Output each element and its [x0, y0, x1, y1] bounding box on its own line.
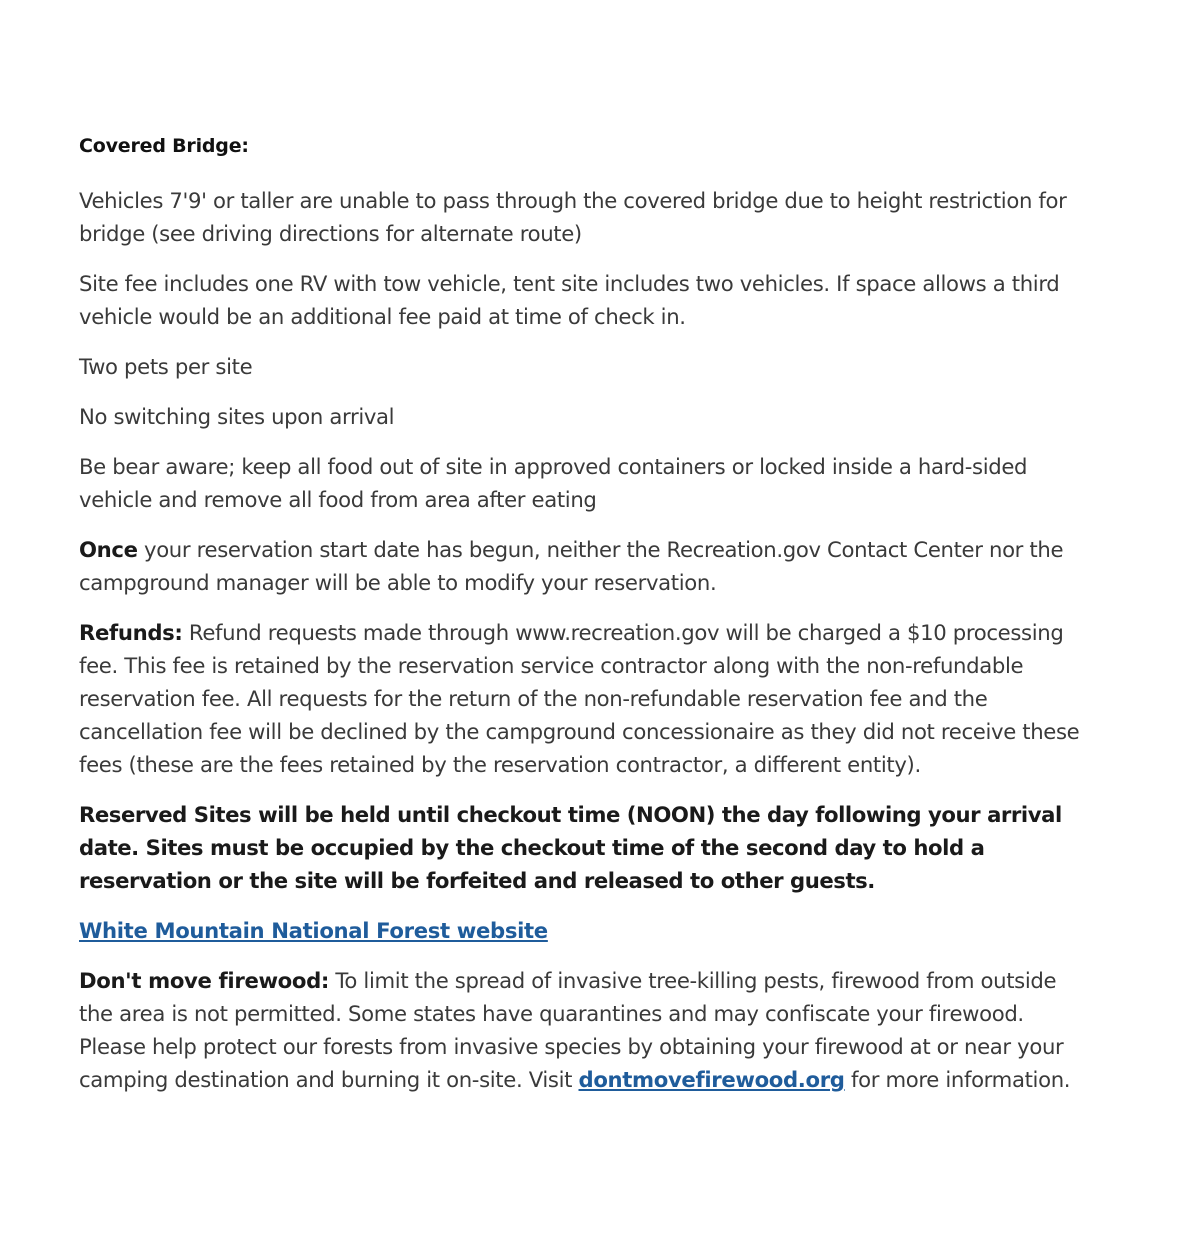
section-heading: Covered Bridge: — [79, 135, 249, 157]
bear-paragraph: Be bear aware; keep all food out of site in approved containers or locked inside a hard-sided vehicle and remove all food from area after eating — [79, 454, 1028, 512]
firewood-tail: for more information. — [844, 1067, 1071, 1092]
forest-website-link[interactable]: White Mountain National Forest website — [79, 918, 548, 943]
once-paragraph — [79, 533, 1089, 599]
reserved-sites-paragraph: Reserved Sites will be held until checkout time (NOON) the day following your arrival date. Sites must be occupied by the checkout time of the second day to hold a reservation or the site will be forfeited and released to other guests. — [79, 802, 1062, 893]
once-lead: Once — [79, 537, 138, 562]
once-text: your reservation start date has begun, neither the Recreation.gov Contact Center nor the campground manager will be able to modify your reservation. — [79, 537, 1064, 595]
pets-paragraph: Two pets per site — [79, 354, 253, 379]
switching-paragraph: No switching sites upon arrival — [79, 404, 395, 429]
document-page — [79, 130, 1089, 1113]
forest-link-paragraph — [79, 914, 1089, 947]
bridge-paragraph: Vehicles 7'9' or taller are unable to pass through the covered bridge due to height restriction for bridge (see driving directions for alternate route) — [79, 188, 1067, 246]
firewood-lead: Don't move firewood: — [79, 968, 330, 993]
refunds-text: Refund requests made through www.recreation.gov will be charged a $10 processing fee. This fee is retained by the reservation service contractor along with the non-refundable reservation fee. All requests for the return of the non-refundable reservation fee and the cancellation fee will be declined by the campground concessionaire as they did not receive these fees (these are the fees retained by the reservation contractor, a different entity). — [79, 620, 1080, 777]
firewood-paragraph — [79, 964, 1089, 1096]
dontmovefirewood-link[interactable]: dontmovefirewood.org — [578, 1067, 845, 1092]
refunds-lead: Refunds: — [79, 620, 183, 645]
refunds-paragraph — [79, 616, 1089, 781]
firewood-text: To limit the spread of invasive tree-killing pests, firewood from outside the area is not permitted. Some states have quarantines and may confiscate your firewood. Please help protect our forests from invasive species by obtaining your firewood at or near your camping destination and burning it on-site. Visit — [79, 968, 1064, 1092]
vehicles-paragraph: Site fee includes one RV with tow vehicle, tent site includes two vehicles. If space allows a third vehicle would be an additional fee paid at time of check in. — [79, 271, 1060, 329]
